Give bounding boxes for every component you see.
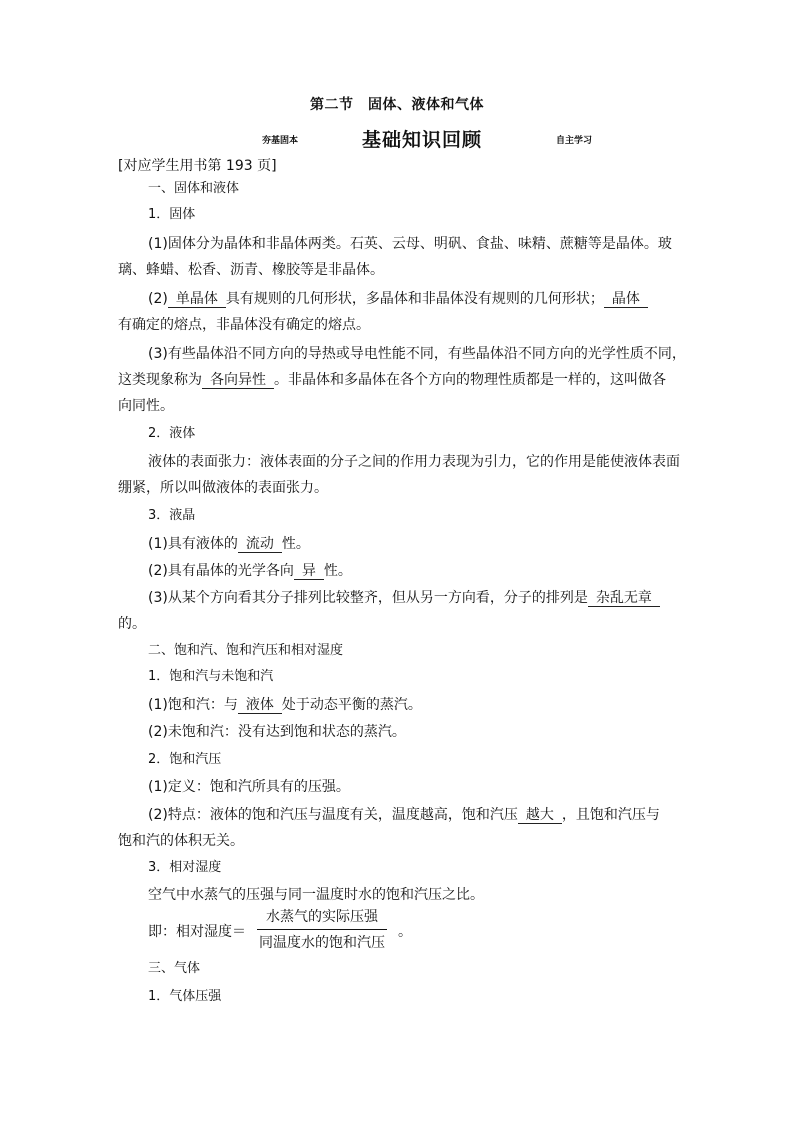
formula-fraction [257,906,387,952]
subheading-gas-pressure: 1．气体压强 [148,989,222,1004]
text-fragment: 这类现象称为 [118,372,202,388]
paragraph-line: (3)有些晶体沿不同方向的导热或导电性能不同，有些晶体沿不同方向的光学性质不同， [148,346,686,362]
banner-right-label: 自主学习 [556,136,593,146]
text-fragment: 性。 [281,536,310,552]
fill-blank-answer: 液体 [238,697,282,714]
fill-blank-answer: 流动 [238,536,282,553]
paragraph-line [148,806,660,824]
text-fragment: (2) [148,291,168,307]
paragraph-line [148,290,648,308]
text-fragment: 处于动态平衡的蒸汽。 [281,697,422,713]
heading-gas: 三、气体 [148,961,201,976]
text-fragment: (2)特点：液体的饱和汽压与温度有关，温度越高，饱和汽压 [148,807,518,823]
formula-denominator: 同温度水的饱和汽压 [259,935,385,951]
fill-blank-answer: 异 [294,563,324,580]
text-fragment: 。非晶体和多晶体在各个方向的物理性质都是一样的，这叫做各 [274,372,666,388]
paragraph-line: (2)未饱和汽：没有达到饱和状态的蒸汽。 [148,724,406,740]
section-title: 第二节 固体、液体和气体 [310,97,484,113]
heading-saturated-vapor: 二、饱和汽、饱和汽压和相对湿度 [148,643,344,658]
paragraph-line [148,696,422,714]
subheading-relative-humidity: 3．相对湿度 [148,860,222,875]
heading-solid-liquid: 一、固体和液体 [148,181,240,196]
fraction-bar [257,929,387,930]
text-fragment: 性。 [323,563,352,579]
text-fragment: (3)从某个方向看其分子排列比较整齐，但从另一方向看，分子的排列是 [148,590,588,606]
paragraph-line: 饱和汽的体积无关。 [118,833,244,849]
subheading-saturated-unsaturated: 1．饱和汽与未饱和汽 [148,669,274,684]
formula-numerator: 水蒸气的实际压强 [266,909,378,925]
text-fragment: (2)具有晶体的光学各向 [148,563,294,579]
text-fragment: ，且饱和汽压与 [561,807,660,823]
fill-blank-answer: 各向异性 [202,372,274,389]
paragraph-line: (1)定义：饱和汽所具有的压强。 [148,779,350,795]
paragraph-line: 向同性。 [118,398,174,414]
paragraph-line: 璃、蜂蜡、松香、沥青、橡胶等是非晶体。 [118,262,384,278]
subheading-liquid: 2．液体 [148,426,196,441]
paragraph-line: 有确定的熔点，非晶体没有确定的熔点。 [118,317,370,333]
paragraph-line: 液体的表面张力：液体表面的分子之间的作用力表现为引力，它的作用是能使液体表面 [148,454,680,470]
paragraph-line [148,535,310,553]
subheading-liquid-crystal: 3．液晶 [148,508,196,523]
paragraph-line [148,589,660,607]
subheading-vapor-pressure: 2．饱和汽压 [148,752,222,767]
fill-blank-answer: 单晶体 [168,291,226,308]
paragraph-line [118,371,666,389]
fill-blank-answer: 杂乱无章 [588,590,660,607]
text-fragment: (1)具有液体的 [148,536,238,552]
fill-blank-answer: 越大 [518,807,562,824]
banner-heading: 基础知识回顾 [362,129,483,151]
paragraph-line: (1)固体分为晶体和非晶体两类。石英、云母、明矾、食盐、味精、蔗糖等是晶体。玻 [148,236,672,252]
page-reference: [对应学生用书第 193 页] [118,158,277,174]
fill-blank-answer: 晶体 [604,291,648,308]
text-fragment: 具有规则的几何形状，多晶体和非晶体没有规则的几何形状； [225,291,604,307]
paragraph-line [148,562,352,580]
paragraph-line: 空气中水蒸气的压强与同一温度时水的饱和汽压之比。 [148,887,484,903]
subheading-solid: 1．固体 [148,207,196,222]
text-fragment: (1)饱和汽：与 [148,697,238,713]
paragraph-line: 的。 [118,616,146,632]
formula-lhs: 即：相对湿度＝ [148,924,246,940]
banner-left-label: 夯基固本 [262,136,299,146]
paragraph-line: 绷紧，所以叫做液体的表面张力。 [118,480,328,496]
formula-end: 。 [398,924,412,940]
